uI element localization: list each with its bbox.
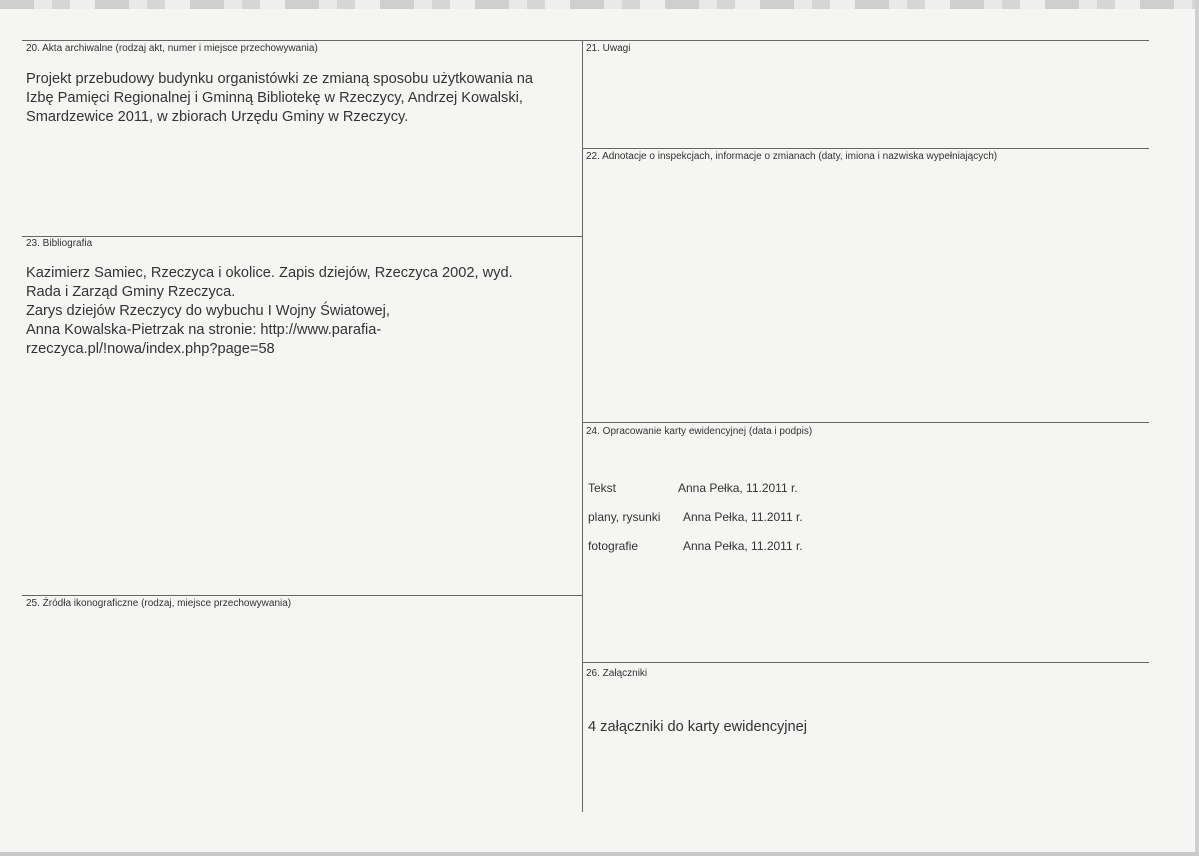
rule-24-26 <box>582 662 1149 663</box>
section-20-line: Projekt przebudowy budynku organistówki ze zmianą sposobu użytkowania na <box>26 71 534 87</box>
section-24-row <box>588 539 988 553</box>
section-20-line: Izbę Pamięci Regionalnej i Gminną Bibliotekę w Rzeczycy, Andrzej Kowalski, <box>26 90 523 106</box>
section-24-header: 24. Opracowanie karty ewidencyjnej (data i podpis) <box>586 426 813 437</box>
paper-bottom-edge <box>0 852 1199 856</box>
section-23-line: Kazimierz Samiec, Rzeczyca i okolice. Zapis dziejów, Rzeczyca 2002, wyd. <box>26 265 513 281</box>
section-22-header: 22. Adnotacje o inspekcjach, informacje o zmianach (daty, imiona i nazwiska wypełniających) <box>586 151 998 162</box>
rule-top-left <box>22 40 582 41</box>
section-23-line: rzeczyca.pl/!nowa/index.php?page=58 <box>26 341 275 357</box>
row-value: Anna Pełka, 11.2011 r. <box>683 510 803 524</box>
row-label: plany, rysunki <box>588 510 661 524</box>
section-23-text <box>26 264 513 359</box>
rule-20-23 <box>22 236 582 237</box>
row-value: Anna Pełka, 11.2011 r. <box>678 481 798 495</box>
section-20-header: 20. Akta archiwalne (rodzaj akt, numer i miejsce przechowywania) <box>26 43 318 54</box>
section-21-header: 21. Uwagi <box>586 43 631 54</box>
paper-top-edge <box>0 0 1199 9</box>
section-23-line: Anna Kowalska-Pietrzak na stronie: http://www.parafia- <box>26 322 382 338</box>
rule-22-24 <box>582 422 1149 423</box>
section-20-text <box>26 70 533 127</box>
row-label: fotografie <box>588 539 639 553</box>
rule-center-divider <box>582 40 583 812</box>
section-26-header: 26. Załączniki <box>586 668 648 679</box>
section-23-line: Rada i Zarząd Gminy Rzeczyca. <box>26 284 236 300</box>
rule-23-25 <box>22 595 582 596</box>
row-label: Tekst <box>588 481 617 495</box>
paper-right-edge <box>1195 0 1199 856</box>
section-26-text: 4 załączniki do karty ewidencyjnej <box>588 719 808 735</box>
rule-21-22 <box>582 148 1149 149</box>
section-20-line: Smardzewice 2011, w zbiorach Urzędu Gminy w Rzeczycy. <box>26 109 409 125</box>
section-23-line: Zarys dziejów Rzeczycy do wybuchu I Wojny Światowej, <box>26 303 390 319</box>
section-23-header: 23. Bibliografia <box>26 238 93 249</box>
section-24-row <box>588 481 988 495</box>
section-25-header: 25. Źródła ikonograficzne (rodzaj, miejsce przechowywania) <box>26 598 292 609</box>
row-value: Anna Pełka, 11.2011 r. <box>683 539 803 553</box>
rule-top-right <box>582 40 1149 41</box>
section-24-row <box>588 510 988 524</box>
